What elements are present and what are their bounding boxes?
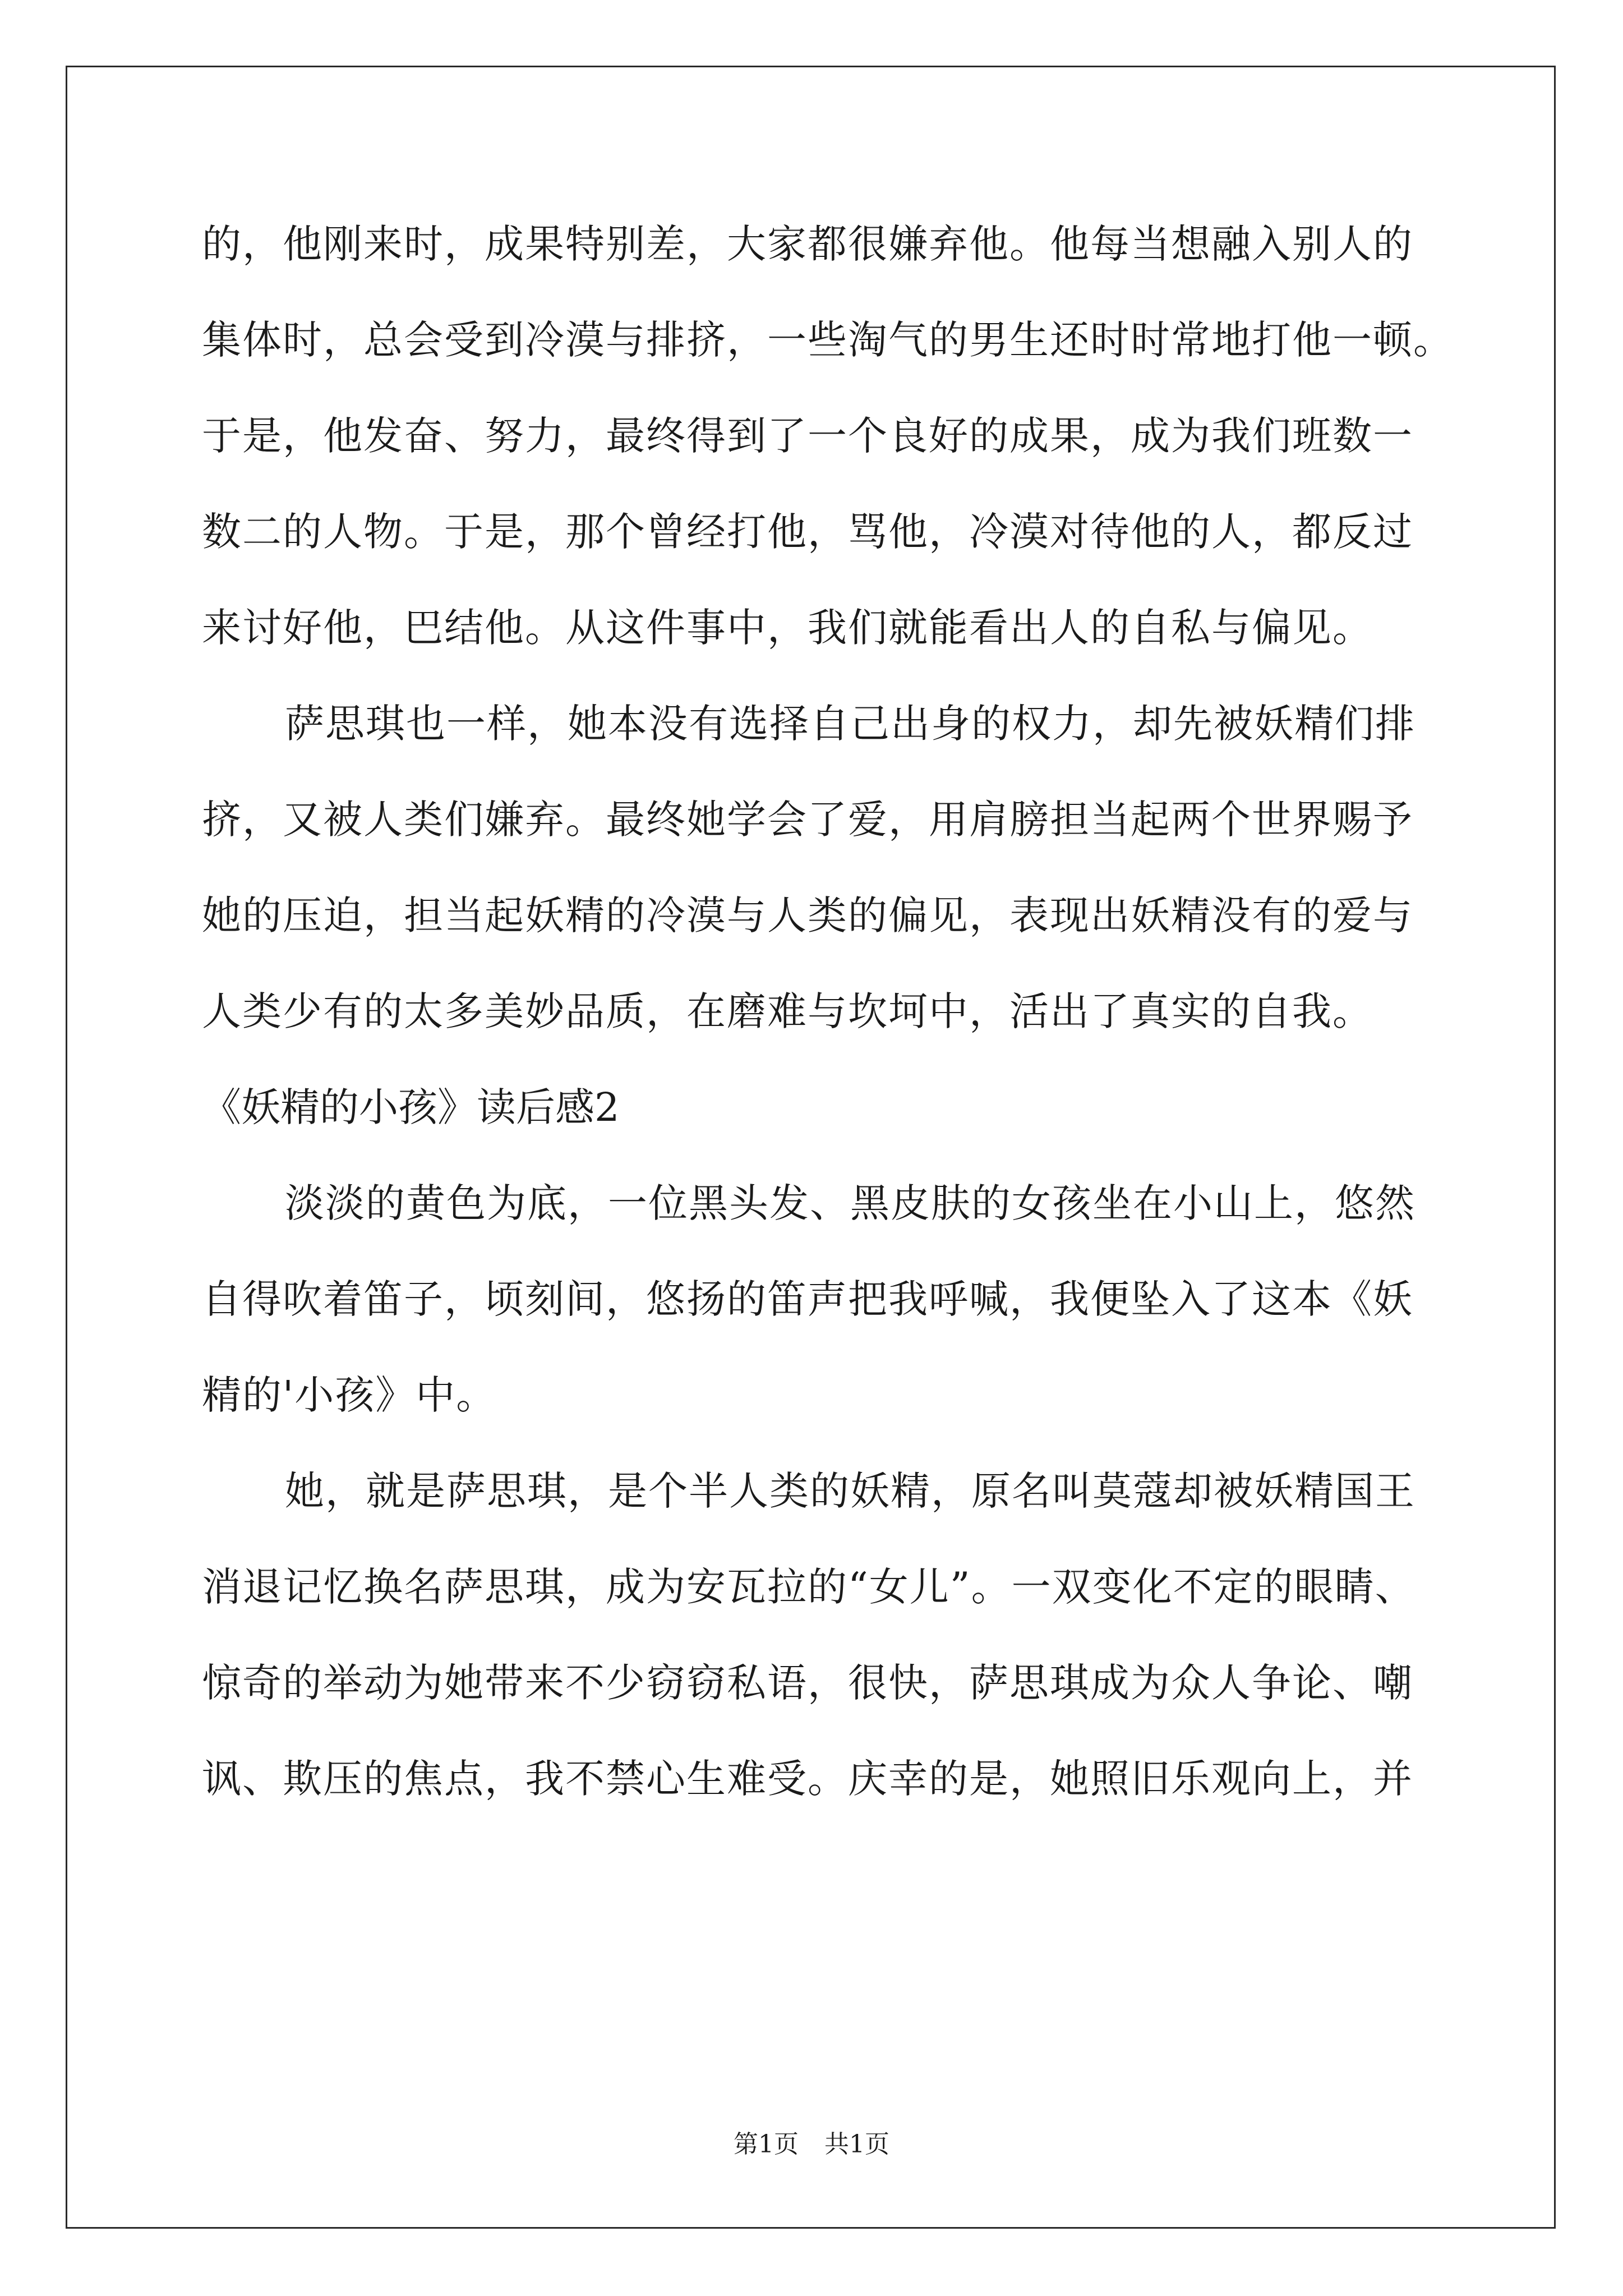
text-line: 她的压迫，担当起妖精的冷漠与人类的偏见，表现出妖精没有的爱与 [202, 892, 1413, 938]
text-line: 讽、欺压的焦点，我不禁心生难受。庆幸的是，她照旧乐观向上，并 [202, 1756, 1413, 1802]
paragraph-first-line: 她，就是萨思琪，是个半人类的妖精，原名叫莫蔻却被妖精国王 [285, 1468, 1415, 1514]
text-line: 挤，又被人类们嫌弃。最终她学会了爱，用肩膀担当起两个世界赐予 [202, 797, 1413, 843]
text-line: 精的'小孩》中。 [202, 1372, 497, 1418]
page-number-current: 第1页 [734, 2130, 799, 2159]
text-line: 自得吹着笛子，顷刻间，悠扬的笛声把我呼喊，我便坠入了这本《妖 [202, 1276, 1413, 1322]
text-line: 集体时，总会受到冷漠与排挤，一些淘气的男生还时时常地打他一顿。 [202, 317, 1454, 363]
text-line: 人类少有的太多美妙品质，在磨难与坎坷中，活出了真实的自我。 [202, 988, 1373, 1034]
text-line: 来讨好他，巴结他。从这件事中，我们就能看出人的自私与偏见。 [202, 605, 1373, 651]
text-line: 消退记忆换名萨思琪，成为安瓦拉的“女儿”。一双变化不定的眼睛、 [202, 1564, 1415, 1610]
text-line: 数二的人物。于是，那个曾经打他，骂他，冷漠对待他的人，都反过 [202, 509, 1413, 555]
text-line: 的，他刚来时，成果特别差，大家都很嫌弃他。他每当想融入别人的 [202, 221, 1413, 267]
document-body [202, 221, 1454, 1855]
page-footer [0, 2131, 1623, 2159]
paragraph-first-line: 萨思琪也一样，她本没有选择自己出身的权力，却先被妖精们排 [285, 701, 1415, 747]
text-line: 于是，他发奋、努力，最终得到了一个良好的成果，成为我们班数一 [202, 413, 1413, 459]
text-line: 惊奇的举动为她带来不少窃窃私语，很快，萨思琪成为众人争论、嘲 [202, 1660, 1413, 1706]
page-number-total: 共1页 [824, 2130, 889, 2159]
paragraph-first-line: 淡淡的黄色为底，一位黑头发、黑皮肤的女孩坐在小山上，悠然 [285, 1180, 1415, 1226]
section-heading: 《妖精的小孩》读后感2 [202, 1084, 620, 1130]
